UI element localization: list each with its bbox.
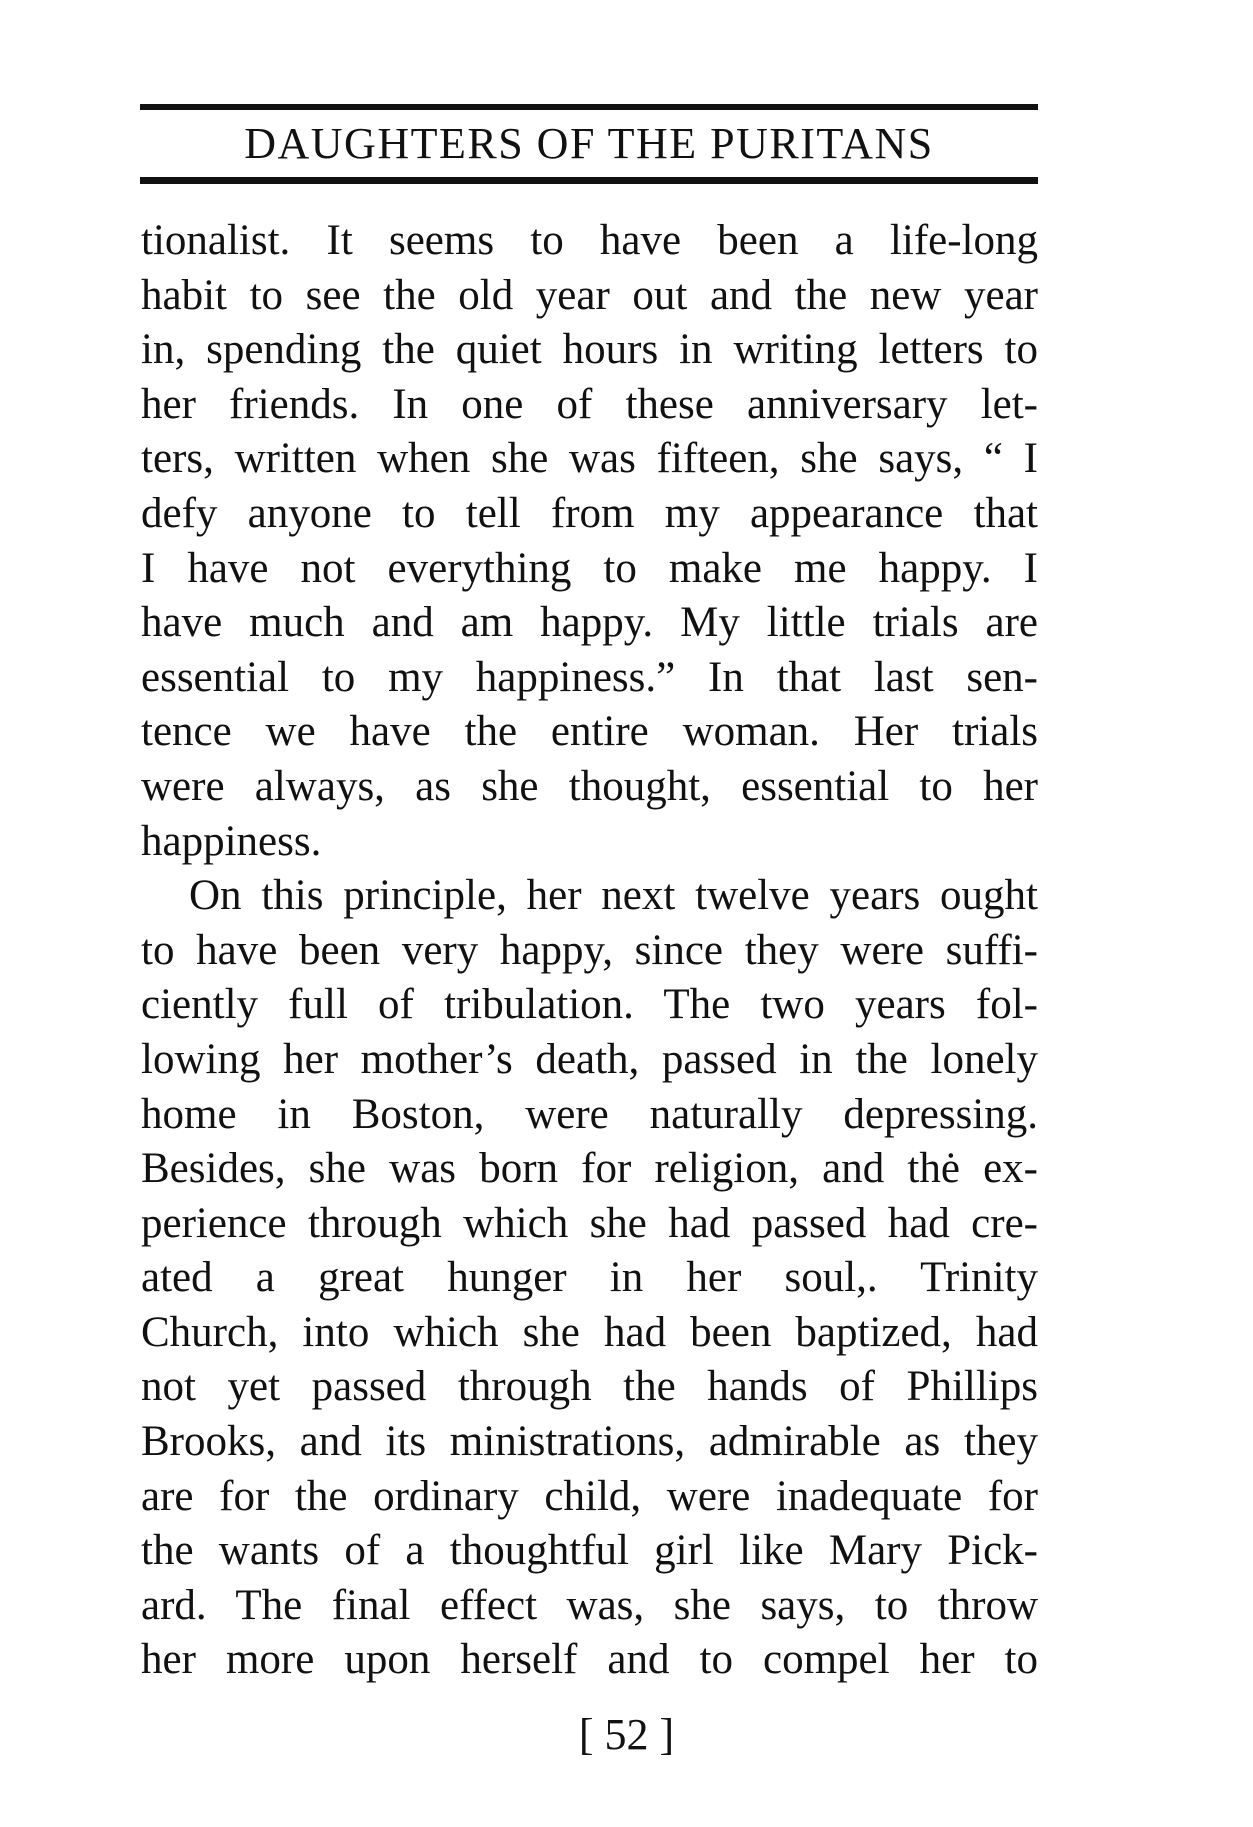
text-line: ters, written when she was fifteen, she says, “ I (141, 435, 1038, 483)
text-line: tionalist. It seems to have been a life-long (141, 217, 1038, 264)
text-line: ated a great hunger in her soul,. Trinity (141, 1254, 1038, 1302)
text-line: ard. The final effect was, she says, to throw (141, 1581, 1038, 1629)
text-line: not yet passed through the hands of Phillips (141, 1363, 1038, 1411)
text-line: perience through which she had passed had cre- (141, 1199, 1038, 1247)
text-line: her friends. In one of these anniversary let- (141, 380, 1038, 428)
text-line: were always, as she thought, essential to her (141, 762, 1038, 810)
paragraph-end-line: happiness. (141, 817, 322, 865)
text-line: are for the ordinary child, were inadequate for (141, 1472, 1038, 1520)
body-text (141, 214, 1038, 1688)
text-line: tence we have the entire woman. Her trials (141, 708, 1038, 756)
text-line: Church, into which she had been baptized, had (141, 1308, 1038, 1356)
text-line: in, spending the quiet hours in writing letters to (141, 326, 1038, 374)
text-line: her more upon herself and to compel her to (141, 1636, 1038, 1684)
running-head: DAUGHTERS OF THE PURITANS (244, 119, 934, 168)
text-line: have much and am happy. My little trials are (141, 599, 1038, 647)
text-line: essential to my happiness.” In that last sen- (141, 653, 1038, 701)
text-line: lowing her mother’s death, passed in the lonely (141, 1035, 1038, 1083)
paragraph-start-line: On this principle, her next twelve years ought (189, 872, 1038, 920)
page-number: [ 52 ] (578, 1710, 675, 1759)
text-line: habit to see the old year out and the new year (141, 271, 1038, 319)
text-line: the wants of a thoughtful girl like Mary Pick- (141, 1527, 1038, 1575)
text-line: I have not everything to make me happy. I (141, 544, 1038, 592)
text-line: Brooks, and its ministrations, admirable as they (141, 1418, 1038, 1466)
text-line: home in Boston, were naturally depressing. (141, 1090, 1038, 1138)
text-line: Besides, she was born for religion, and thė ex- (141, 1145, 1038, 1193)
header-rule-bottom (140, 177, 1038, 184)
header-rule-top (140, 104, 1038, 110)
text-line: to have been very happy, since they were suffi- (141, 926, 1038, 974)
text-line: ciently full of tribulation. The two years fol- (141, 981, 1038, 1029)
text-line: defy anyone to tell from my appearance that (141, 489, 1038, 537)
